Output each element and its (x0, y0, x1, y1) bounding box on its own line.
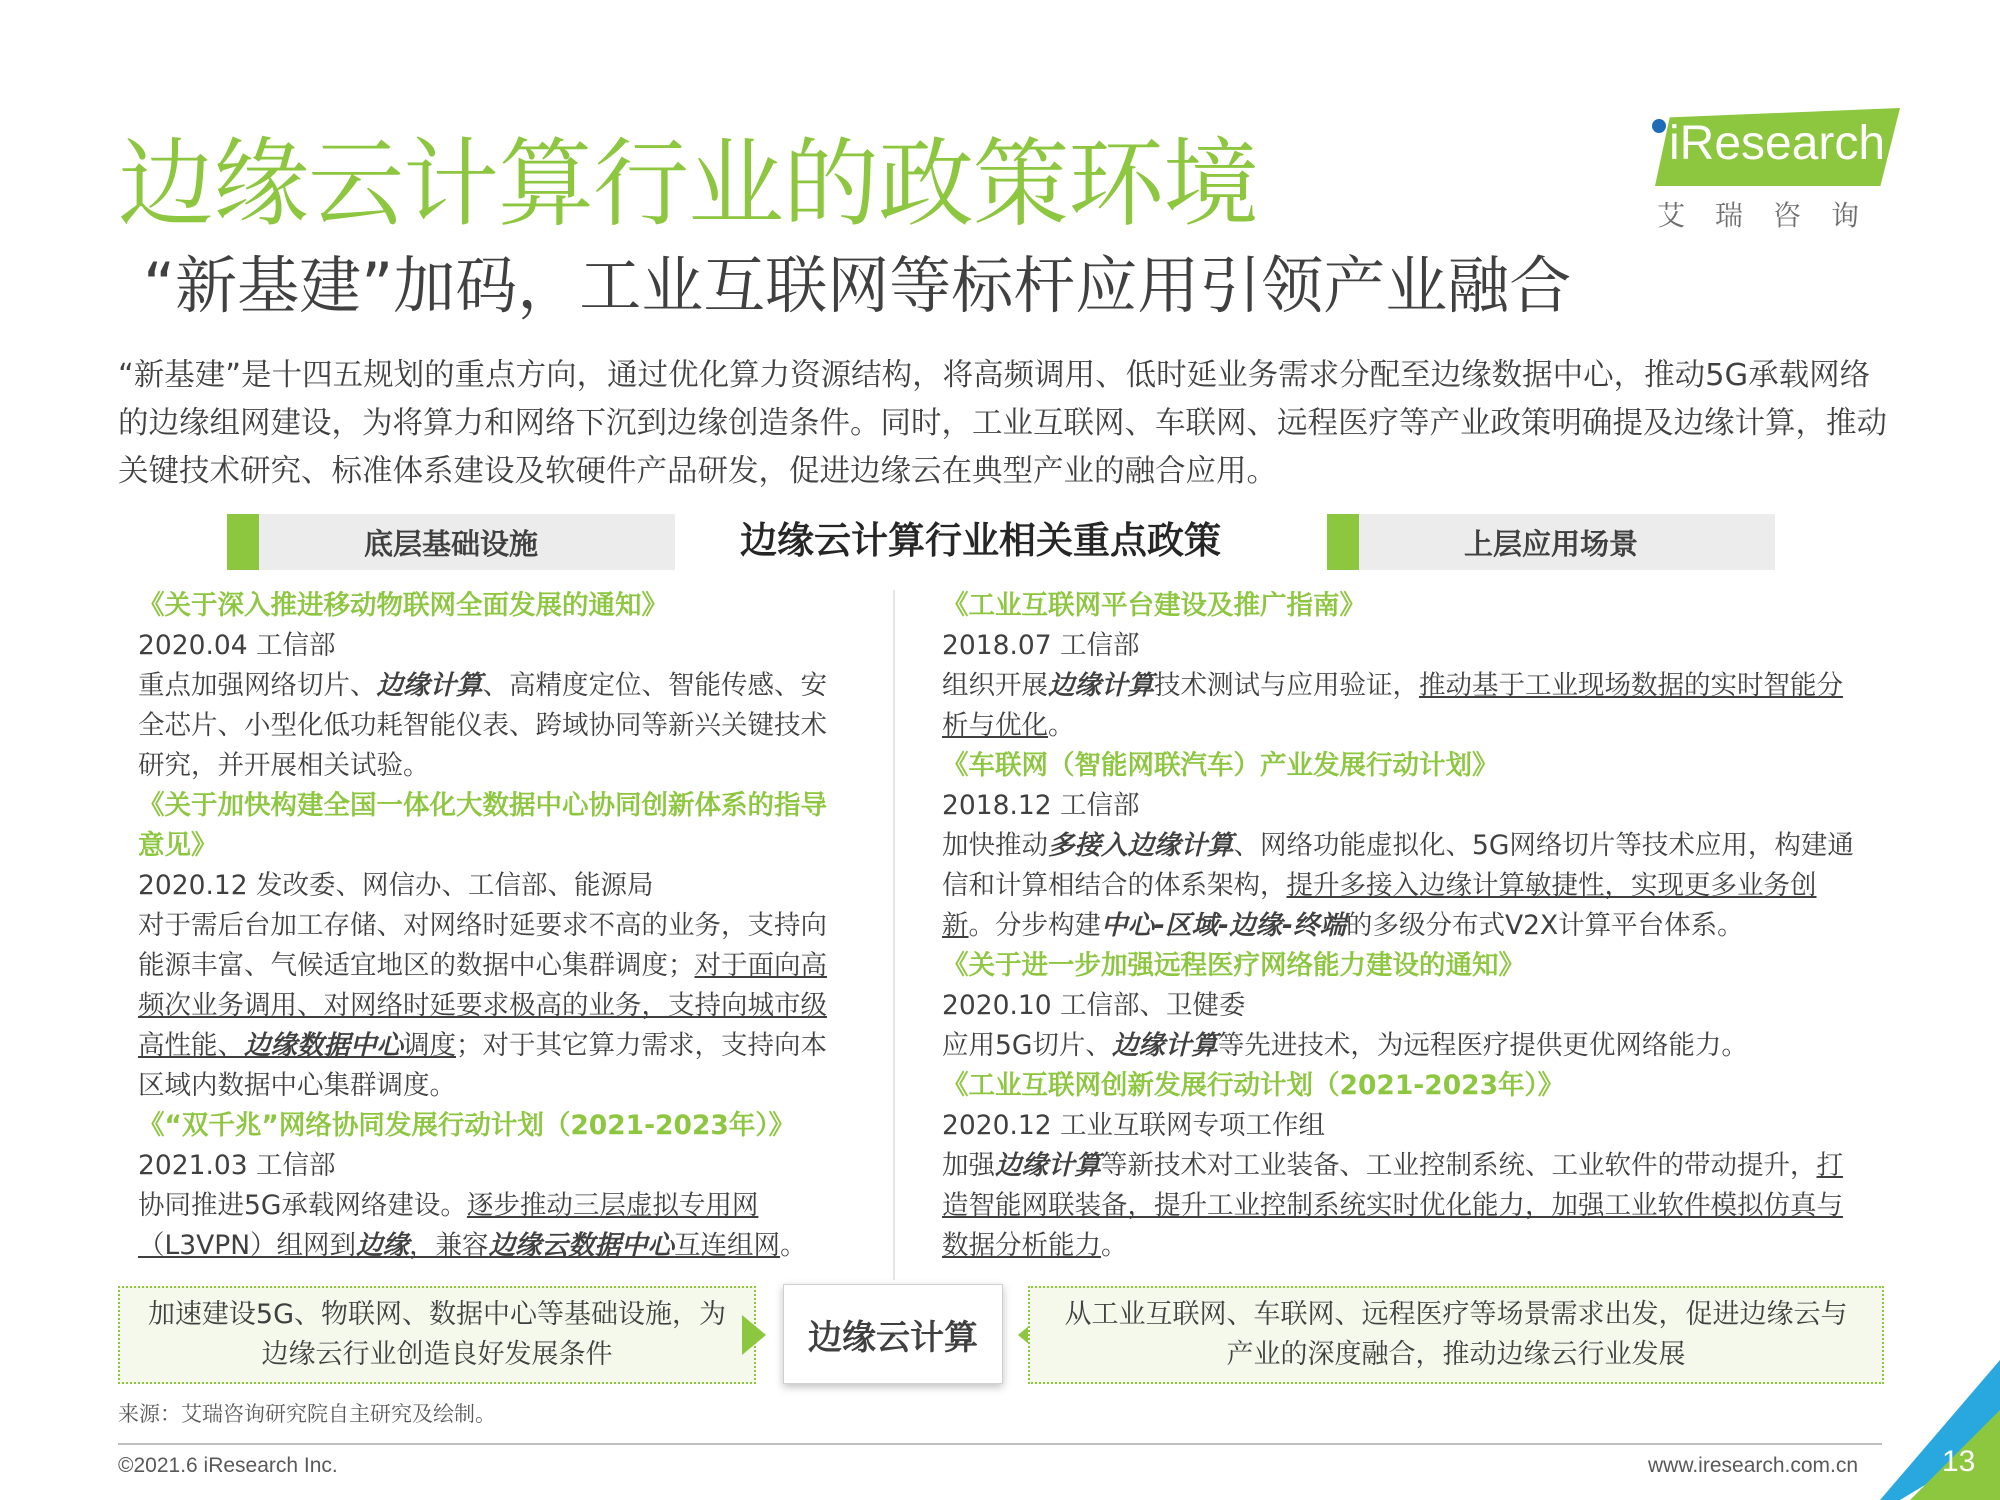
policy-text-segment: 。 (780, 1230, 807, 1261)
policy-text-segment: 加快推动 (942, 830, 1048, 861)
logo-i: i (1669, 117, 1680, 170)
column-divider (893, 590, 895, 1280)
right-summary-box (1028, 1286, 1884, 1384)
policy-title: 《车联网（智能网联汽车）产业发展行动计划》 (942, 750, 1499, 781)
policy-text-segment: 互连组网 (674, 1230, 781, 1261)
left-header-accent (227, 514, 259, 570)
policy-body (942, 666, 1862, 746)
policy-meta: 2020.10 工信部、卫健委 (942, 990, 1246, 1021)
source-note: 来源：艾瑞咨询研究院自主研究及绘制。 (118, 1402, 496, 1426)
policy-title: 《关于进一步加强远程医疗网络能力建设的通知》 (942, 950, 1525, 981)
policy-text-segment: 边缘数据中心 (244, 1030, 403, 1061)
policy-text-segment: 打造智能网联装备，提升工业控制系统实时优化能力，加强工业软件模拟仿真与数据分析能力 (942, 1150, 1843, 1261)
website: www.iresearch.com.cn (1648, 1454, 1859, 1477)
policy-body (138, 1186, 838, 1266)
right-section-header (1327, 514, 1775, 570)
left-policy-column (138, 586, 838, 1266)
policy-text-segment: 逐步推动三层虚拟专用网（L3VPN）组网到 (138, 1190, 759, 1261)
policy-text-segment: 应用5G切片、 (942, 1030, 1112, 1061)
center-node: 边缘云计算 (783, 1284, 1003, 1384)
right-policy-column (942, 586, 1862, 1266)
left-summary-box (118, 1286, 756, 1384)
policy-text-segment: 加强 (942, 1150, 995, 1181)
policy-body (138, 906, 838, 1106)
policy-text-segment: 调度 (403, 1030, 456, 1061)
policy-title: 《“双千兆”网络协同发展行动计划（2021-2023年）》 (138, 1110, 796, 1141)
page-title: 边缘云计算行业的政策环境 (118, 128, 1258, 240)
policy-text-segment: 中心-区域-边缘-终端 (1101, 910, 1346, 941)
logo-wordmark (1669, 116, 1885, 171)
copyright: ©2021.6 iResearch Inc. (118, 1454, 338, 1477)
policy-meta: 2021.03 工信部 (138, 1150, 336, 1181)
right-summary-text: 从工业互联网、车联网、远程医疗等场景需求出发，促进边缘云与产业的深度融合，推动边缘云行业发展 (1064, 1299, 1848, 1370)
policy-meta: 2018.12 工信部 (942, 790, 1140, 821)
policy-text-segment: 对于需后台加工存储、对网络时延要求不高的业务，支持向能源丰富、气候适宜地区的数据中心集群调度； (138, 910, 827, 981)
logo-word-text: Research (1679, 117, 1886, 170)
policy-text-segment: 边缘 (356, 1230, 410, 1261)
policy-section-title: 边缘云计算行业相关重点政策 (740, 519, 1221, 562)
policy-text-segment: 提升多接入边缘计算敏捷性，实现更多业务创新 (942, 870, 1817, 941)
policy-text-segment: 推动基于工业现场数据的实时智能分析与优化 (942, 670, 1843, 741)
policy-text-segment: 边缘计算 (376, 670, 483, 701)
policy-text-segment: 边缘计算 (1111, 1030, 1218, 1061)
page-number: 13 (1942, 1445, 1976, 1478)
left-header-label: 底层基础设施 (363, 526, 538, 561)
right-header-label: 上层应用场景 (1463, 526, 1638, 561)
policy-title: 《关于加快构建全国一体化大数据中心协同创新体系的指导意见》 (138, 790, 827, 861)
policy-text-segment: 、高精度定位、智能传感、安全芯片、小型化低功耗智能仪表、跨域协同等新兴关键技术研究，并开展相关试验。 (138, 670, 827, 781)
left-section-header (227, 514, 675, 570)
right-header-accent (1327, 514, 1359, 570)
policy-text-segment: 。 (1101, 1230, 1128, 1261)
policy-title: 《工业互联网平台建设及推广指南》 (942, 590, 1366, 621)
policy-body (942, 1146, 1862, 1266)
left-summary-text: 加速建设5G、物联网、数据中心等基础设施，为边缘云行业创造良好发展条件 (147, 1299, 727, 1370)
arrow-right-icon (742, 1315, 766, 1355)
intro-paragraph: “新基建”是十四五规划的重点方向，通过优化算力资源结构，将高频调用、低时延业务需求分配至边缘数据中心，推动5G承载网络的边缘组网建设，为将算力和网络下沉到边缘创造条件。同时，工业互联网、车联网、远程医疗等产业政策明确提及边缘计算，推动关键技术研究、标准体系建设及软硬件产品研发，促进边缘云在典型产业的融合应用。 (118, 358, 1887, 489)
policy-text-segment: 技术测试与应用验证， (1154, 670, 1419, 701)
footer-divider (118, 1443, 1882, 1445)
policy-text-segment: 边缘计算 (1048, 670, 1154, 701)
policy-meta: 2020.12 发改委、网信办、工信部、能源局 (138, 870, 654, 901)
policy-meta: 2018.07 工信部 (942, 630, 1140, 661)
logo-chinese-name: 艾瑞咨询 (1657, 199, 1890, 232)
policy-text-segment: 多接入边缘计算 (1048, 830, 1234, 861)
policy-text-segment: ，兼容 (409, 1230, 489, 1261)
iresearch-logo (1655, 108, 1905, 232)
policy-title: 《工业互联网创新发展行动计划（2021-2023年）》 (942, 1070, 1565, 1101)
policy-text-segment: 对于面向高频次业务调用、对网络时延要求极高的业务，支持向城市级高性能、 (138, 950, 827, 1061)
page-subtitle: “新基建”加码，工业互联网等标杆应用引领产业融合 (143, 249, 1572, 322)
policy-body (942, 826, 1862, 946)
policy-text-segment: 等新技术对工业装备、工业控制系统、工业软件的带动提升， (1101, 1150, 1817, 1181)
policy-text-segment: 等先进技术，为远程医疗提供更优网络能力。 (1217, 1030, 1748, 1061)
policy-body (942, 1026, 1862, 1066)
policy-meta: 2020.04 工信部 (138, 630, 336, 661)
policy-text-segment: 协同推进5G承载网络建设。 (138, 1190, 467, 1221)
policy-text-segment: 的多级分布式V2X计算平台体系。 (1346, 910, 1744, 941)
policy-text-segment: 边缘计算 (995, 1150, 1101, 1181)
policy-text-segment: 边缘云数据中心 (488, 1230, 675, 1261)
corner-decoration (1880, 1360, 2000, 1500)
policy-text-segment: 、网络功能虚拟化、5G网络切片等技术应用，构建通信和计算相结合的体系架构， (942, 830, 1854, 901)
logo-dot (1652, 119, 1666, 133)
policy-text-segment: 。分步构建 (968, 910, 1101, 941)
policy-meta: 2020.12 工业互联网专项工作组 (942, 1110, 1326, 1141)
policy-text-segment: 组织开展 (942, 670, 1048, 701)
policy-body (138, 666, 838, 786)
policy-title: 《关于深入推进移动物联网全面发展的通知》 (138, 590, 668, 621)
policy-text-segment: ；对于其它算力需求，支持向本区域内数据中心集群调度。 (138, 1030, 827, 1101)
policy-text-segment: 。 (1048, 710, 1075, 741)
policy-text-segment: 重点加强网络切片、 (138, 670, 377, 701)
